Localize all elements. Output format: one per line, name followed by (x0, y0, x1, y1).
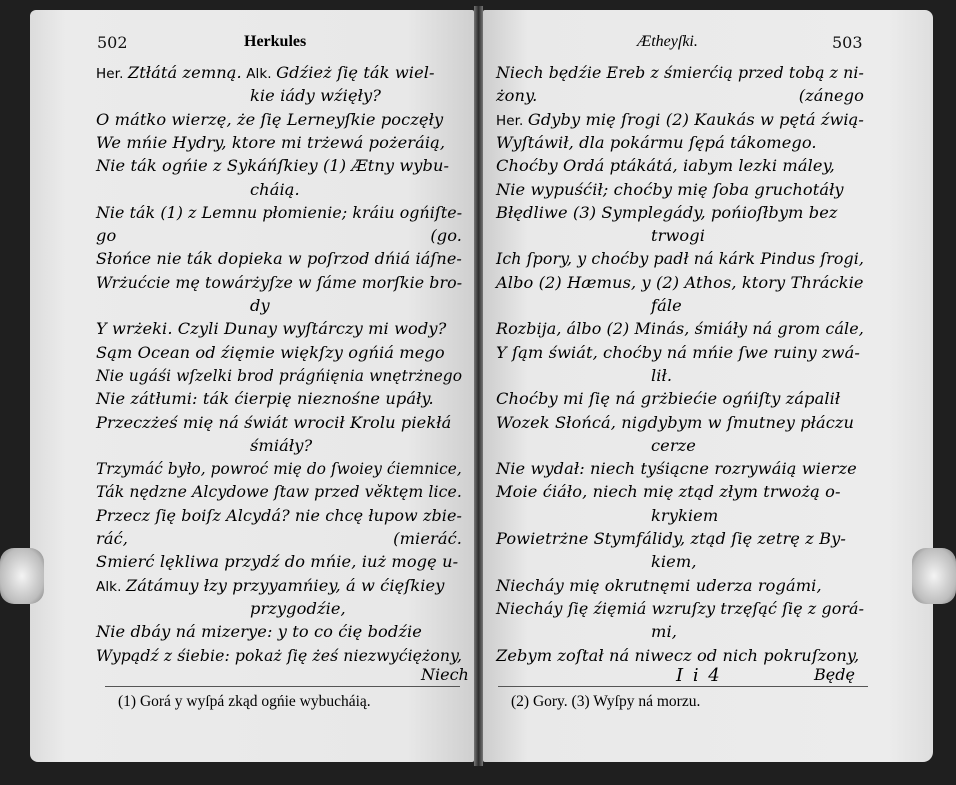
book-gutter (474, 6, 483, 766)
speaker-label: Her. (96, 66, 128, 82)
text-line (496, 483, 841, 501)
text-line (96, 250, 462, 268)
right-page-clip (912, 548, 956, 604)
text-line (96, 483, 462, 501)
line-text: przygodźie, (250, 598, 346, 618)
line-text: Powietrżne Stymfálidy, ztąd ſię zetrę z By- (496, 529, 846, 548)
line-text: Błędliwe (3) Symplegády, pońioſłbym bez (496, 202, 838, 222)
text-line (651, 553, 697, 571)
text-line (496, 577, 822, 595)
line-text: Y ſąm świát, choćby ná mńie ſwe ruiny zwá- (496, 342, 860, 362)
line-text: dy (250, 296, 270, 315)
text-line (96, 64, 435, 83)
line-text: Zátámuy łzy przyyamńiey, á w ćięſkiey (125, 575, 445, 595)
text-line (496, 320, 864, 338)
text-line (496, 204, 838, 222)
line-text: Niecháy ſię źięmiá wzruſzy trzęſąć ſię z gorá- (496, 598, 865, 618)
text-line (496, 600, 864, 618)
text-line (96, 367, 462, 385)
text-line (250, 181, 300, 199)
text-line (651, 437, 696, 455)
text-line (651, 623, 677, 641)
text-line (96, 134, 445, 152)
text-line (651, 227, 705, 245)
left-page-clip (0, 548, 44, 604)
text-line (250, 437, 312, 455)
text-line (496, 111, 864, 130)
text-line (96, 274, 462, 292)
text-line (96, 647, 462, 665)
left-catchword: Niech (421, 665, 469, 684)
text-line (96, 320, 446, 338)
line-text: Y wrżeki. Czyli Dunay wyſtárczy mi wody? (96, 319, 447, 339)
line-text: lił. (651, 365, 673, 385)
line-text: cerze (651, 435, 696, 455)
line-text: Choćby Ordá ptákátá, iabym lezki máley, (496, 156, 835, 176)
text-line (250, 87, 381, 105)
text-line (96, 344, 445, 362)
line-text: fále (651, 296, 682, 315)
line-text: Niech będźie Ereb z śmierćią przed tobą z ni- (496, 63, 864, 82)
text-line (496, 390, 840, 408)
line-text: krykiem (651, 505, 719, 525)
line-text: Ztłátá zemną. (127, 63, 242, 82)
text-line (496, 64, 864, 82)
text-line (496, 530, 846, 548)
text-line (496, 647, 859, 665)
right-running-title: Ætheyſki. (637, 33, 698, 50)
line-text: Nie zátłumi: ták ćierpię nieznośne upáły. (96, 389, 434, 409)
line-text: Nie dbáy ná mizerye: y to co ćię bodźie (96, 622, 422, 642)
left-footnote-rule (105, 686, 460, 687)
line-text: Przecz ſię boiſz Alcydá? nie chcę łupow zbie- (96, 505, 463, 525)
text-line (96, 111, 443, 129)
text-line (496, 250, 864, 268)
line-text: śmiáły? (250, 435, 313, 455)
line-text: Przeczżeś mię ná świát wrocił Krolu piekłá (96, 412, 452, 432)
text-line (96, 623, 422, 641)
line-text: Gdyby mię ſrogi (2) Kaukás w pętá źwią- (527, 109, 864, 129)
line-text: Smierć lękliwa przydź do mńie, iuż mogę u- (96, 552, 459, 572)
text-line (496, 460, 857, 478)
left-running-title: Herkules (244, 33, 307, 50)
text-line (496, 414, 854, 432)
text-line (496, 274, 864, 292)
text-line (96, 414, 451, 432)
line-text: żony. (496, 86, 538, 106)
text-line (496, 181, 844, 199)
left-footnote: (1) Gorá y wyſpá zkąd ogńie wybucháią. (118, 693, 371, 710)
speaker-label: Her. (496, 112, 528, 129)
line-text: Choćby mi ſię ná grżbiećie ogńiſty zápalił (496, 389, 841, 409)
line-text: Wozek Słońcá, nigdybym w ſmutney płáczu (496, 412, 855, 432)
text-line (651, 367, 672, 385)
signature-mark: I i 4 (676, 665, 722, 686)
line-text: Niecháy mię okrutnęmi uderza rogámi, (496, 575, 822, 595)
text-line (651, 507, 718, 525)
line-text: Nie ták (1) z Lemnu płomienie; kráiu ogńiſte- (96, 202, 463, 222)
text-line (651, 297, 682, 315)
line-text: mi, (651, 622, 677, 642)
text-line (250, 600, 346, 618)
speaker-label: Alk. (96, 578, 126, 595)
line-text: Nie ugáśi wſzelki brod prágńięnia wnętrżnego (96, 365, 463, 385)
line-text: Nie wypuśćił; choćby mię ſoba gruchotáły (496, 179, 844, 199)
text-line-overflow: (go. (430, 226, 462, 246)
line-text: Sąm Ocean od źięmie więkſzy ogńiá mego (96, 342, 445, 362)
line-text: trwogi (651, 226, 705, 246)
text-line (96, 553, 458, 571)
text-line (96, 530, 128, 548)
line-text: Moie ćiáło, niech mię ztąd złym trwożą o- (496, 482, 841, 502)
right-footnote-rule (498, 686, 868, 687)
line-text: Nie ták ogńie z Sykáńſkiey (1) Ætny wybu- (96, 156, 450, 176)
text-line (96, 460, 462, 478)
speaker-label: Alk. (241, 66, 277, 82)
line-text: Ich ſpory, y choćby padł ná kárk Pindus ſrogi, (496, 249, 864, 269)
text-line-overflow: (zánego (798, 86, 864, 106)
line-text: Nie wydał: niech tyśiącne rozrywáią wierze (496, 459, 857, 479)
text-line (96, 390, 434, 408)
right-catchword: Będę (814, 665, 855, 684)
line-text: ráć, (96, 529, 129, 548)
line-text: kie iády wźięły? (250, 86, 382, 106)
text-line (96, 227, 116, 245)
text-line (496, 134, 817, 152)
text-line (496, 157, 835, 175)
line-text: Słońce nie ták dopieka w poſrzod dńiá iáſne- (96, 249, 462, 269)
line-text: kiem, (651, 552, 697, 572)
right-page-number: 503 (832, 33, 863, 52)
text-line (496, 344, 860, 362)
line-text: Ták nędzne Alcydowe ſtaw przed věktęm lice. (96, 482, 462, 502)
line-text: Wrżućcie mę towárżyſze w ſáme morſkie bro- (96, 272, 463, 292)
line-text: Trzymáć było, powroć mię do ſwoiey ćiemnice, (96, 459, 462, 479)
text-line (496, 87, 537, 105)
line-text: go (96, 226, 117, 246)
line-text: Rozbija, álbo (2) Minás, śmiáły ná grom cále, (496, 319, 864, 339)
text-line (96, 577, 445, 596)
right-footnote: (2) Gory. (3) Wyſpy ná morzu. (511, 693, 701, 710)
line-text: Wyſtáwił, dla pokármu ſępá tákomego. (496, 132, 817, 152)
text-line (96, 204, 462, 222)
text-line (96, 157, 449, 175)
text-line-overflow: (mieráć. (393, 529, 462, 548)
line-text: Gdźież ſię ták wiel- (276, 63, 435, 82)
line-text: We mńie Hydry, ktore mi trżewá pożeráią, (96, 132, 446, 152)
line-text: Zebym zoſtał ná niwecz od nich pokruſzony, (496, 645, 860, 665)
line-text: Wypądź z śiebie: pokaż ſię żeś niezwyćiężony, (96, 645, 463, 665)
left-page-number: 502 (97, 33, 128, 52)
line-text: O mátko wierzę, że ſię Lerneyſkie poczęły (96, 109, 444, 129)
text-line (96, 507, 462, 525)
text-line (250, 297, 270, 315)
line-text: Albo (2) Hæmus, y (2) Athos, ktory Thráckie (496, 272, 864, 292)
line-text: cháią. (250, 179, 300, 199)
